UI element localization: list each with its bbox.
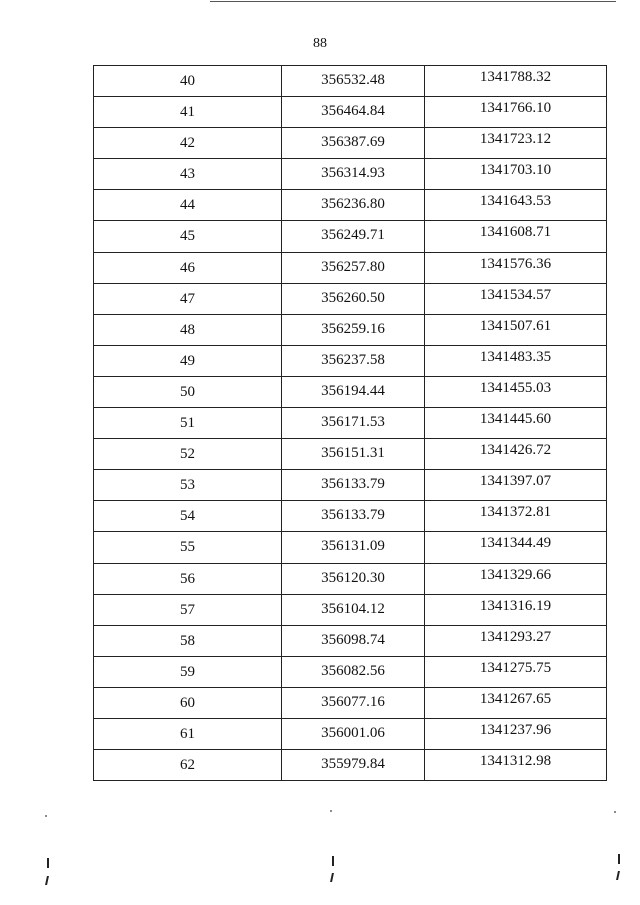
page-number: 88 xyxy=(313,36,327,51)
y-coordinate-value: 1341344.49 xyxy=(479,535,552,552)
table-row xyxy=(94,128,607,159)
y-coordinate-cell xyxy=(425,439,607,470)
y-coordinate-value: 1341372.81 xyxy=(479,504,552,521)
y-coordinate-value: 1341766.10 xyxy=(479,100,552,117)
x-coordinate-cell xyxy=(282,408,425,439)
y-coordinate-value: 1341293.27 xyxy=(479,628,552,645)
point-number-value: 57 xyxy=(180,601,195,618)
table-row xyxy=(94,345,607,376)
point-number-value: 53 xyxy=(180,477,195,494)
coordinates-table xyxy=(93,65,607,781)
point-number-cell xyxy=(94,408,282,439)
point-number-value: 54 xyxy=(180,508,195,525)
point-number-cell xyxy=(94,97,282,128)
x-coordinate-value: 356237.58 xyxy=(321,351,385,368)
point-number-value: 42 xyxy=(180,135,195,152)
y-coordinate-cell xyxy=(425,408,607,439)
x-coordinate-cell xyxy=(282,221,425,252)
point-number-cell xyxy=(94,687,282,718)
point-number-value: 61 xyxy=(180,725,195,742)
y-coordinate-value: 1341267.65 xyxy=(479,690,552,707)
table-row xyxy=(94,190,607,221)
table-row xyxy=(94,221,607,252)
y-coordinate-cell xyxy=(425,625,607,656)
point-number-cell xyxy=(94,128,282,159)
table-row xyxy=(94,625,607,656)
y-coordinate-cell xyxy=(425,563,607,594)
table-row xyxy=(94,656,607,687)
x-coordinate-cell xyxy=(282,625,425,656)
x-coordinate-cell xyxy=(282,376,425,407)
table-row xyxy=(94,532,607,563)
x-coordinate-value: 356249.71 xyxy=(321,227,385,244)
point-number-value: 47 xyxy=(180,290,195,307)
top-rule xyxy=(210,1,616,2)
y-coordinate-cell xyxy=(425,470,607,501)
y-coordinate-cell xyxy=(425,718,607,749)
x-coordinate-value: 355979.84 xyxy=(321,756,385,773)
point-number-value: 41 xyxy=(180,104,195,121)
y-coordinate-cell xyxy=(425,97,607,128)
table-row xyxy=(94,66,607,97)
point-number-cell xyxy=(94,470,282,501)
x-coordinate-value: 356464.84 xyxy=(321,103,385,120)
point-number-value: 40 xyxy=(180,73,195,89)
table-row xyxy=(94,594,607,625)
y-coordinate-value: 1341788.32 xyxy=(479,69,552,85)
point-number-cell xyxy=(94,221,282,252)
point-number-value: 60 xyxy=(180,694,195,711)
y-coordinate-value: 1341275.75 xyxy=(479,659,552,676)
table-row xyxy=(94,687,607,718)
point-number-cell xyxy=(94,532,282,563)
x-coordinate-value: 356120.30 xyxy=(321,569,385,586)
x-coordinate-cell xyxy=(282,252,425,283)
x-coordinate-cell xyxy=(282,283,425,314)
y-coordinate-cell xyxy=(425,252,607,283)
y-coordinate-cell xyxy=(425,128,607,159)
binding-mark xyxy=(330,873,334,882)
point-number-cell xyxy=(94,252,282,283)
x-coordinate-cell xyxy=(282,345,425,376)
x-coordinate-value: 356133.79 xyxy=(321,476,385,493)
y-coordinate-cell xyxy=(425,594,607,625)
point-number-cell xyxy=(94,159,282,190)
y-coordinate-value: 1341483.35 xyxy=(479,348,552,365)
x-coordinate-value: 356077.16 xyxy=(321,693,385,710)
y-coordinate-cell xyxy=(425,501,607,532)
x-coordinate-value: 356133.79 xyxy=(321,507,385,524)
point-number-value: 58 xyxy=(180,632,195,649)
point-number-value: 43 xyxy=(180,166,195,183)
point-number-cell xyxy=(94,656,282,687)
x-coordinate-value: 356104.12 xyxy=(321,600,385,617)
y-coordinate-value: 1341608.71 xyxy=(479,224,552,241)
x-coordinate-cell xyxy=(282,314,425,345)
x-coordinate-value: 356171.53 xyxy=(321,414,385,431)
y-coordinate-value: 1341643.53 xyxy=(479,193,552,210)
y-coordinate-value: 1341397.07 xyxy=(479,473,552,490)
x-coordinate-cell xyxy=(282,594,425,625)
x-coordinate-value: 356387.69 xyxy=(321,134,385,151)
y-coordinate-value: 1341703.10 xyxy=(479,162,552,179)
binding-mark xyxy=(45,876,49,885)
y-coordinate-value: 1341426.72 xyxy=(479,442,552,459)
point-number-value: 49 xyxy=(180,352,195,369)
x-coordinate-cell xyxy=(282,750,425,781)
x-coordinate-value: 356260.50 xyxy=(321,289,385,306)
table-row xyxy=(94,376,607,407)
x-coordinate-cell xyxy=(282,66,425,97)
y-coordinate-cell xyxy=(425,750,607,781)
y-coordinate-value: 1341445.60 xyxy=(479,411,552,428)
point-number-cell xyxy=(94,718,282,749)
x-coordinate-cell xyxy=(282,439,425,470)
table-row xyxy=(94,408,607,439)
x-coordinate-cell xyxy=(282,159,425,190)
x-coordinate-cell xyxy=(282,470,425,501)
point-number-value: 59 xyxy=(180,663,195,680)
y-coordinate-cell xyxy=(425,159,607,190)
point-number-cell xyxy=(94,501,282,532)
y-coordinate-cell xyxy=(425,687,607,718)
point-number-cell xyxy=(94,625,282,656)
x-coordinate-value: 356257.80 xyxy=(321,258,385,275)
point-number-value: 62 xyxy=(180,757,195,774)
point-number-value: 55 xyxy=(180,539,195,556)
x-coordinate-value: 356532.48 xyxy=(321,72,385,88)
coordinates-table-body xyxy=(94,66,607,781)
point-number-value: 48 xyxy=(180,321,195,338)
table-row xyxy=(94,750,607,781)
table-row xyxy=(94,159,607,190)
point-number-cell xyxy=(94,345,282,376)
binding-mark xyxy=(616,871,620,880)
binding-mark xyxy=(618,854,620,864)
y-coordinate-cell xyxy=(425,66,607,97)
point-number-cell xyxy=(94,563,282,594)
x-coordinate-cell xyxy=(282,128,425,159)
point-number-value: 45 xyxy=(180,228,195,245)
table-row xyxy=(94,283,607,314)
y-coordinate-cell xyxy=(425,190,607,221)
x-coordinate-cell xyxy=(282,656,425,687)
point-number-value: 50 xyxy=(180,383,195,400)
point-number-value: 52 xyxy=(180,446,195,463)
table-row xyxy=(94,314,607,345)
point-number-cell xyxy=(94,594,282,625)
y-coordinate-cell xyxy=(425,532,607,563)
point-number-value: 56 xyxy=(180,570,195,587)
point-number-cell xyxy=(94,750,282,781)
table-row xyxy=(94,501,607,532)
x-coordinate-value: 356131.09 xyxy=(321,538,385,555)
x-coordinate-cell xyxy=(282,718,425,749)
x-coordinate-cell xyxy=(282,532,425,563)
y-coordinate-value: 1341507.61 xyxy=(479,317,552,334)
x-coordinate-value: 356236.80 xyxy=(321,196,385,213)
y-coordinate-value: 1341455.03 xyxy=(479,379,552,396)
point-number-value: 46 xyxy=(180,259,195,276)
point-number-cell xyxy=(94,283,282,314)
x-coordinate-value: 356259.16 xyxy=(321,320,385,337)
table-row xyxy=(94,439,607,470)
y-coordinate-value: 1341316.19 xyxy=(479,597,552,614)
y-coordinate-cell xyxy=(425,656,607,687)
scan-speck xyxy=(330,810,332,812)
point-number-cell xyxy=(94,66,282,97)
y-coordinate-cell xyxy=(425,283,607,314)
table-row xyxy=(94,252,607,283)
table-row xyxy=(94,470,607,501)
point-number-value: 44 xyxy=(180,197,195,214)
y-coordinate-cell xyxy=(425,376,607,407)
y-coordinate-value: 1341237.96 xyxy=(479,721,552,738)
point-number-cell xyxy=(94,376,282,407)
x-coordinate-cell xyxy=(282,190,425,221)
y-coordinate-cell xyxy=(425,314,607,345)
x-coordinate-value: 356001.06 xyxy=(321,724,385,741)
y-coordinate-value: 1341312.98 xyxy=(479,753,552,770)
y-coordinate-value: 1341534.57 xyxy=(479,286,552,303)
point-number-cell xyxy=(94,190,282,221)
table-row xyxy=(94,718,607,749)
x-coordinate-cell xyxy=(282,687,425,718)
point-number-cell xyxy=(94,314,282,345)
x-coordinate-cell xyxy=(282,97,425,128)
binding-mark xyxy=(332,856,334,866)
scan-speck xyxy=(45,815,47,817)
x-coordinate-value: 356098.74 xyxy=(321,631,385,648)
y-coordinate-value: 1341329.66 xyxy=(479,566,552,583)
x-coordinate-cell xyxy=(282,563,425,594)
point-number-value: 51 xyxy=(180,415,195,432)
point-number-cell xyxy=(94,439,282,470)
table-row xyxy=(94,97,607,128)
y-coordinate-value: 1341723.12 xyxy=(479,131,552,148)
x-coordinate-value: 356314.93 xyxy=(321,165,385,182)
binding-mark xyxy=(47,858,49,868)
x-coordinate-value: 356082.56 xyxy=(321,662,385,679)
x-coordinate-value: 356194.44 xyxy=(321,382,385,399)
table-row xyxy=(94,563,607,594)
x-coordinate-cell xyxy=(282,501,425,532)
scan-speck xyxy=(614,811,616,813)
y-coordinate-cell xyxy=(425,221,607,252)
y-coordinate-value: 1341576.36 xyxy=(479,255,552,272)
x-coordinate-value: 356151.31 xyxy=(321,445,385,462)
y-coordinate-cell xyxy=(425,345,607,376)
